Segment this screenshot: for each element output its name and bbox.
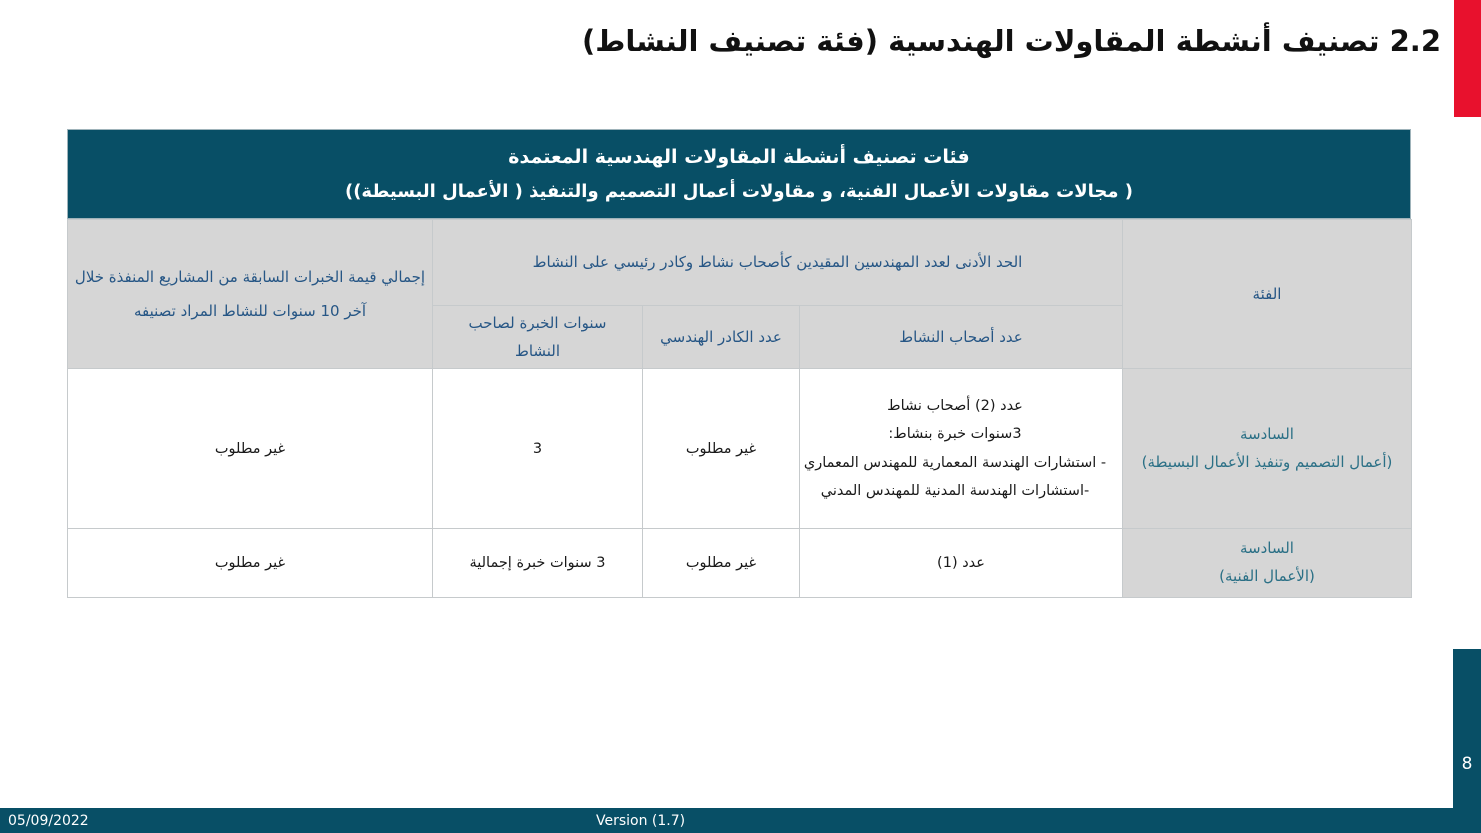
table-caption-line2: ( مجالات مقاولات الأعمال الفنية، و مقاولات أعمال التصميم والتنفيذ ( الأعمال البسيطة)): [344, 181, 1134, 202]
row1-owners-line2: 3سنوات خبرة بنشاط:: [888, 426, 1022, 443]
row1-owners-line3: - استشارات الهندسة المعمارية للمهندس المعماري: [803, 454, 1107, 471]
page-title: 2.2 تصنيف أنشطة المقاولات الهندسية (فئة تصنيف النشاط): [582, 24, 1441, 58]
red-accent-bar: [1454, 0, 1481, 117]
col-header-total-experience-line2: آخر 10 سنوات للنشاط المراد تصنيفه: [133, 302, 367, 320]
row2-owners-count: عدد (1): [800, 529, 1123, 598]
row2-category: [1123, 529, 1412, 598]
row1-owners-line4: -استشارات الهندسة المدنية للمهندس المدني: [820, 482, 1090, 499]
footer-bar: [0, 808, 1481, 833]
footer-date: 05/09/2022: [8, 812, 89, 829]
row1-category-line2: (أعمال التصميم وتنفيذ الأعمال البسيطة): [1141, 452, 1393, 471]
row1-owners-line1: عدد (2) أصحاب نشاط: [887, 397, 1023, 414]
header-row-1: [68, 220, 1412, 306]
classification-table: [67, 129, 1411, 598]
col-header-owner-experience-line1: سنوات الخبرة لصاحب: [468, 313, 607, 332]
page-number: 8: [1461, 754, 1473, 774]
table-row: [68, 529, 1412, 598]
col-header-owners-count: عدد أصحاب النشاط: [800, 306, 1123, 369]
row1-category: [1123, 369, 1412, 529]
row1-total-experience: غير مطلوب: [68, 369, 433, 529]
footer-version: Version (1.7): [596, 812, 686, 829]
table-row: [68, 369, 1412, 529]
row1-owner-experience: 3: [433, 369, 643, 529]
row2-category-line1: السادسة: [1240, 539, 1294, 558]
col-header-owner-experience: [433, 306, 643, 369]
row1-engineering-staff: غير مطلوب: [643, 369, 800, 529]
col-header-engineering-staff: عدد الكادر الهندسي: [643, 306, 800, 369]
row2-engineering-staff: غير مطلوب: [643, 529, 800, 598]
col-header-min-engineers: الحد الأدنى لعدد المهندسين المقيدين كأصحاب نشاط وكادر رئيسي على النشاط: [433, 220, 1123, 306]
row2-total-experience: غير مطلوب: [68, 529, 433, 598]
classification-table-grid: [67, 219, 1412, 598]
row1-owners-count: [800, 369, 1123, 529]
col-header-total-experience-line1: إجمالي قيمة الخبرات السابقة من المشاريع المنفذة خلال: [74, 267, 426, 286]
row2-owner-experience: 3 سنوات خبرة إجمالية: [433, 529, 643, 598]
table-caption: [67, 129, 1411, 219]
row2-category-line2: (الأعمال الفنية): [1219, 567, 1315, 585]
col-header-total-experience: [68, 220, 433, 369]
row1-category-line1: السادسة: [1240, 424, 1294, 443]
col-header-category: الفئة: [1123, 220, 1412, 369]
table-caption-line1: فئات تصنيف أنشطة المقاولات الهندسية المعتمدة: [508, 146, 970, 168]
page-number-bar: [1453, 649, 1481, 833]
col-header-owner-experience-line2: النشاط: [514, 342, 561, 360]
